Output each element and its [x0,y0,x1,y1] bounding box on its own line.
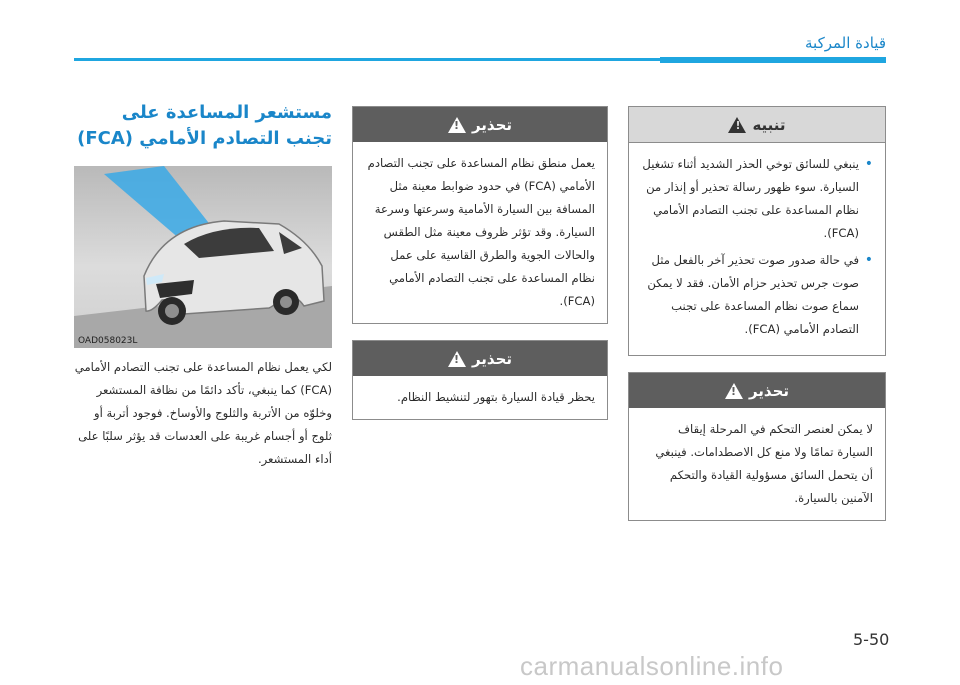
warning-header [353,107,607,142]
right-column [628,106,886,537]
middle-column [352,106,608,436]
warning-triangle-icon [725,383,743,399]
warning-box [628,372,886,521]
car-sensor-figure [74,166,332,348]
warning-header [353,341,607,376]
warning-triangle-icon [448,117,466,133]
warning-box [352,340,608,420]
notice-bullet: • في حالة صدور صوت تحذير آخر بالفعل مثل صوت جرس تحذير حزام الأمان. فقد لا يمكن سماع صوت نظام المساعدة على تجنب التصادم الأمامي (FCA). [641,249,873,341]
warning-title: تحذير [471,115,513,134]
notice-body [629,143,885,355]
warning-body: يحظر قيادة السيارة بتهور لتنشيط النظام. [397,390,595,404]
warning-title: تحذير [471,349,513,368]
watermark: carmanualsonline.info [520,651,784,681]
warning-triangle-icon [448,351,466,367]
notice-box [628,106,886,356]
car-illustration [74,166,332,348]
warning-body: يعمل منطق نظام المساعدة على تجنب التصادم الأمامي (FCA) في حدود ضوابط معينة مثل المسافة بين السيارة الأمامية وسرعتها وسرعة السيارة. وقد تؤثر ظروف معينة مثل الطقس والحالات الجوية والطرق القاسية على عمل نظام المساعدة على تجنب التصادم الأمامي (FCA). [367,156,595,308]
warning-body: لا يمكن لعنصر التحكم في المرحلة إيقاف السيارة تمامًا ولا منع كل الاصطدامات. فينبغي أن يتحمل السائق مسؤولية القيادة والتحكم الآمنين بالسيارة. [655,422,873,505]
notice-bullet: • ينبغي للسائق توخي الحذر الشديد أثناء تشغيل السيارة. سوء ظهور رسالة تحذير أو إنذار من نظام المساعدة على تجنب التصادم الأمامي (FCA). [641,153,873,245]
header-accent-tab [660,57,886,63]
notice-triangle-icon [728,117,746,133]
left-column [74,100,332,471]
figure-code: OAD058023L [78,336,138,346]
page-number: 5-50 [853,630,890,649]
notice-header [629,107,885,143]
body-paragraph: لكي يعمل نظام المساعدة على تجنب التصادم الأمامي (FCA) كما ينبغي، تأكد دائمًا من نظافة المستشعر وخلوّه من الأتربة والثلوج والأوساخ. فوجود أتربة أو ثلوج أو أجسام غريبة على العدسات قد يؤثر سلبًا على أداء المستشعر. [74,360,332,466]
notice-title: تنبيه [752,115,786,134]
warning-header [629,373,885,408]
section-title: مستشعر المساعدة على تجنب التصادم الأمامي (FCA) [77,102,332,149]
warning-box [352,106,608,324]
warning-title: تحذير [748,381,790,400]
section-header-title: قيادة المركبة [805,34,886,52]
